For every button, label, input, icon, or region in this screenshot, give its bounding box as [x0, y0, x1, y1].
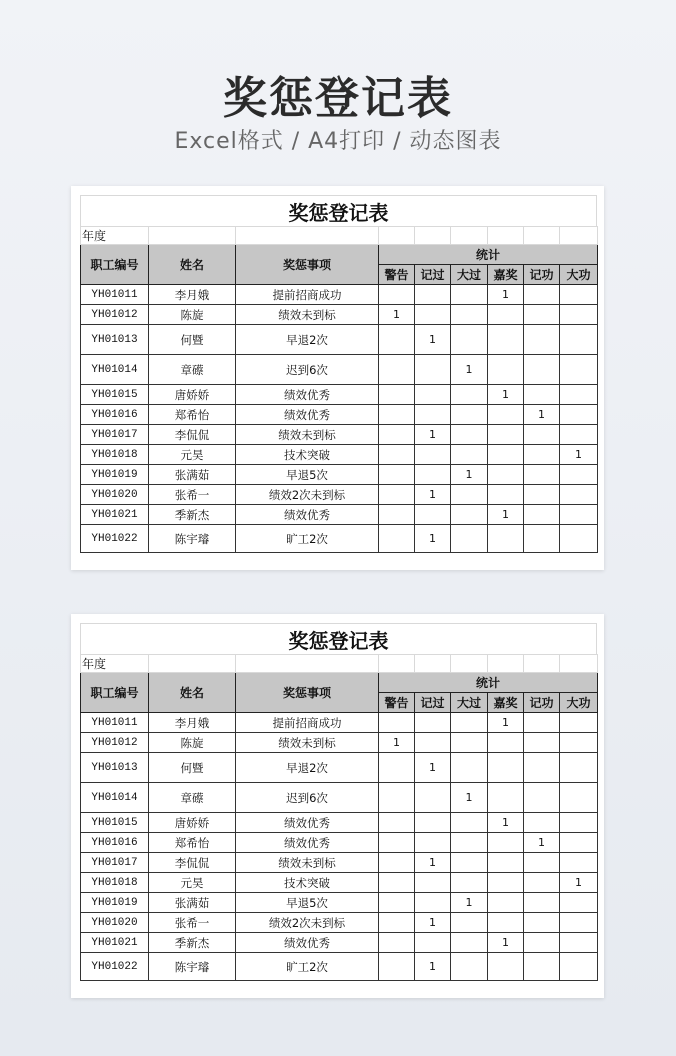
matter-cell: 早退2次 — [236, 325, 379, 355]
count-cell — [379, 873, 415, 893]
count-cell — [451, 405, 488, 425]
count-cell — [560, 525, 598, 553]
count-cell — [524, 425, 560, 445]
count-cell: 1 — [451, 465, 488, 485]
count-cell — [560, 833, 598, 853]
header-commendation: 嘉奖 — [488, 265, 524, 285]
matter-cell: 绩效未到标 — [236, 425, 379, 445]
header-major-demerit: 大过 — [451, 265, 488, 285]
table-row — [81, 893, 598, 913]
year-label: 年度 — [81, 655, 149, 673]
count-cell — [451, 753, 488, 783]
employee-name-cell: 张满茹 — [149, 465, 236, 485]
table-row — [81, 485, 598, 505]
count-cell — [524, 873, 560, 893]
matter-cell: 绩效优秀 — [236, 933, 379, 953]
count-cell — [524, 505, 560, 525]
matter-cell: 旷工2次 — [236, 953, 379, 981]
employee-name-cell: 唐娇娇 — [149, 385, 236, 405]
header-warning: 警告 — [379, 265, 415, 285]
count-cell — [379, 783, 415, 813]
matter-cell: 绩效未到标 — [236, 305, 379, 325]
header-name: 姓名 — [149, 245, 236, 285]
employee-id-cell: YH01014 — [81, 783, 149, 813]
count-cell — [488, 325, 524, 355]
matter-cell: 绩效优秀 — [236, 505, 379, 525]
header-matter: 奖惩事项 — [236, 245, 379, 285]
count-cell: 1 — [488, 933, 524, 953]
count-cell — [560, 893, 598, 913]
count-cell — [415, 445, 451, 465]
count-cell — [488, 405, 524, 425]
count-cell — [415, 783, 451, 813]
employee-id-cell: YH01017 — [81, 425, 149, 445]
count-cell — [524, 893, 560, 913]
count-cell: 1 — [415, 425, 451, 445]
count-cell — [415, 355, 451, 385]
count-cell — [379, 355, 415, 385]
employee-name-cell: 何暨 — [149, 325, 236, 355]
count-cell: 1 — [379, 305, 415, 325]
count-cell — [379, 465, 415, 485]
count-cell — [451, 813, 488, 833]
count-cell: 1 — [451, 893, 488, 913]
employee-name-cell: 张希一 — [149, 913, 236, 933]
count-cell: 1 — [488, 505, 524, 525]
count-cell: 1 — [560, 445, 598, 465]
count-cell — [415, 713, 451, 733]
count-cell — [451, 833, 488, 853]
count-cell — [415, 733, 451, 753]
matter-cell: 绩效2次未到标 — [236, 485, 379, 505]
count-cell — [415, 833, 451, 853]
header-id: 职工编号 — [81, 245, 149, 285]
matter-cell: 迟到6次 — [236, 783, 379, 813]
matter-cell: 技术突破 — [236, 445, 379, 465]
matter-cell: 旷工2次 — [236, 525, 379, 553]
count-cell — [560, 325, 598, 355]
hero-subtitle: Excel格式 / A4打印 / 动态图表 — [174, 129, 502, 154]
count-cell — [415, 893, 451, 913]
header-major-merit: 大功 — [560, 265, 598, 285]
count-cell — [524, 285, 560, 305]
count-cell — [560, 813, 598, 833]
header-id: 职工编号 — [81, 673, 149, 713]
header-stats: 统计 — [379, 245, 598, 265]
header-commendation: 嘉奖 — [488, 693, 524, 713]
employee-name-cell: 元昊 — [149, 873, 236, 893]
matter-cell: 绩效未到标 — [236, 853, 379, 873]
count-cell — [488, 733, 524, 753]
count-cell — [451, 505, 488, 525]
employee-id-cell: YH01016 — [81, 405, 149, 425]
count-cell — [524, 783, 560, 813]
table-row — [81, 783, 598, 813]
employee-name-cell: 张希一 — [149, 485, 236, 505]
count-cell — [379, 933, 415, 953]
matter-cell: 早退5次 — [236, 465, 379, 485]
count-cell — [524, 525, 560, 553]
count-cell: 1 — [488, 285, 524, 305]
count-cell — [451, 733, 488, 753]
employee-id-cell: YH01016 — [81, 833, 149, 853]
matter-cell: 绩效优秀 — [236, 833, 379, 853]
count-cell — [560, 355, 598, 385]
count-cell — [488, 833, 524, 853]
header-matter: 奖惩事项 — [236, 673, 379, 713]
count-cell — [379, 525, 415, 553]
count-cell — [379, 713, 415, 733]
count-cell — [379, 853, 415, 873]
table-row — [81, 305, 598, 325]
employee-name-cell: 陈旋 — [149, 733, 236, 753]
count-cell — [524, 813, 560, 833]
count-cell — [560, 385, 598, 405]
header-warning: 警告 — [379, 693, 415, 713]
count-cell — [524, 733, 560, 753]
count-cell — [415, 465, 451, 485]
count-cell — [451, 933, 488, 953]
count-cell — [524, 385, 560, 405]
count-cell — [488, 853, 524, 873]
sheet-title: 奖惩登记表 — [80, 195, 597, 226]
employee-id-cell: YH01015 — [81, 813, 149, 833]
count-cell — [524, 933, 560, 953]
table-row — [81, 713, 598, 733]
employee-name-cell: 唐娇娇 — [149, 813, 236, 833]
employee-name-cell: 张满茹 — [149, 893, 236, 913]
employee-id-cell: YH01021 — [81, 933, 149, 953]
table-row — [81, 753, 598, 783]
employee-name-cell: 何暨 — [149, 753, 236, 783]
count-cell — [451, 713, 488, 733]
count-cell: 1 — [415, 485, 451, 505]
count-cell: 1 — [415, 525, 451, 553]
table-row — [81, 953, 598, 981]
count-cell — [488, 525, 524, 553]
table-row — [81, 405, 598, 425]
count-cell — [451, 873, 488, 893]
table-row — [81, 325, 598, 355]
count-cell — [379, 833, 415, 853]
count-cell — [524, 465, 560, 485]
count-cell — [488, 783, 524, 813]
header-name: 姓名 — [149, 673, 236, 713]
count-cell — [451, 853, 488, 873]
matter-cell: 提前招商成功 — [236, 285, 379, 305]
count-cell — [488, 355, 524, 385]
employee-id-cell: YH01022 — [81, 953, 149, 981]
employee-id-cell: YH01022 — [81, 525, 149, 553]
year-row — [81, 655, 598, 673]
count-cell — [488, 465, 524, 485]
count-cell — [560, 733, 598, 753]
employee-id-cell: YH01017 — [81, 853, 149, 873]
count-cell — [488, 893, 524, 913]
table-row — [81, 425, 598, 445]
count-cell — [524, 355, 560, 385]
count-cell: 1 — [451, 355, 488, 385]
count-cell — [560, 753, 598, 783]
employee-id-cell: YH01013 — [81, 325, 149, 355]
employee-name-cell: 李侃侃 — [149, 425, 236, 445]
employee-id-cell: YH01011 — [81, 285, 149, 305]
count-cell — [560, 713, 598, 733]
count-cell — [560, 285, 598, 305]
employee-id-cell: YH01012 — [81, 733, 149, 753]
count-cell — [379, 425, 415, 445]
count-cell — [560, 465, 598, 485]
table-row — [81, 853, 598, 873]
count-cell — [488, 305, 524, 325]
count-cell — [379, 285, 415, 305]
header-major-demerit: 大过 — [451, 693, 488, 713]
count-cell: 1 — [524, 405, 560, 425]
count-cell — [560, 485, 598, 505]
employee-name-cell: 郑希怡 — [149, 833, 236, 853]
count-cell — [524, 753, 560, 783]
count-cell — [560, 853, 598, 873]
employee-id-cell: YH01020 — [81, 913, 149, 933]
count-cell — [379, 325, 415, 355]
count-cell — [488, 953, 524, 981]
count-cell — [524, 913, 560, 933]
header-stats: 统计 — [379, 673, 598, 693]
employee-name-cell: 季新杰 — [149, 933, 236, 953]
count-cell: 1 — [379, 733, 415, 753]
table-row — [81, 505, 598, 525]
count-cell — [379, 485, 415, 505]
count-cell: 1 — [415, 913, 451, 933]
employee-name-cell: 陈宇璿 — [149, 953, 236, 981]
count-cell — [451, 445, 488, 465]
employee-name-cell: 李月娥 — [149, 285, 236, 305]
employee-id-cell: YH01011 — [81, 713, 149, 733]
count-cell — [379, 505, 415, 525]
employee-id-cell: YH01018 — [81, 873, 149, 893]
table-row — [81, 525, 598, 553]
count-cell: 1 — [524, 833, 560, 853]
count-cell — [379, 385, 415, 405]
employee-name-cell: 李月娥 — [149, 713, 236, 733]
table-row — [81, 833, 598, 853]
count-cell — [451, 385, 488, 405]
count-cell — [560, 913, 598, 933]
count-cell — [451, 485, 488, 505]
count-cell — [560, 305, 598, 325]
count-cell — [415, 873, 451, 893]
count-cell — [379, 913, 415, 933]
count-cell — [488, 485, 524, 505]
employee-name-cell: 陈旋 — [149, 305, 236, 325]
count-cell — [488, 753, 524, 783]
employee-id-cell: YH01015 — [81, 385, 149, 405]
count-cell — [415, 933, 451, 953]
employee-name-cell: 章礤 — [149, 783, 236, 813]
matter-cell: 绩效优秀 — [236, 405, 379, 425]
table-row — [81, 813, 598, 833]
employee-id-cell: YH01019 — [81, 465, 149, 485]
count-cell — [451, 525, 488, 553]
count-cell — [524, 713, 560, 733]
count-cell — [560, 933, 598, 953]
count-cell: 1 — [488, 813, 524, 833]
count-cell — [415, 505, 451, 525]
count-cell: 1 — [415, 753, 451, 783]
count-cell — [451, 425, 488, 445]
count-cell — [415, 405, 451, 425]
matter-cell: 绩效2次未到标 — [236, 913, 379, 933]
header-major-merit: 大功 — [560, 693, 598, 713]
count-cell — [451, 913, 488, 933]
count-cell: 1 — [415, 953, 451, 981]
count-cell — [560, 405, 598, 425]
count-cell — [524, 445, 560, 465]
employee-name-cell: 季新杰 — [149, 505, 236, 525]
table-row — [81, 873, 598, 893]
count-cell: 1 — [451, 783, 488, 813]
table-row — [81, 913, 598, 933]
employee-name-cell: 郑希怡 — [149, 405, 236, 425]
count-cell — [560, 425, 598, 445]
count-cell — [524, 325, 560, 355]
count-cell — [488, 445, 524, 465]
employee-id-cell: YH01021 — [81, 505, 149, 525]
table-row — [81, 355, 598, 385]
hero-title: 奖惩登记表 — [223, 73, 453, 124]
sheet-preview-2 — [71, 614, 604, 998]
count-cell — [560, 953, 598, 981]
table-row — [81, 733, 598, 753]
matter-cell: 早退2次 — [236, 753, 379, 783]
matter-cell: 提前招商成功 — [236, 713, 379, 733]
employee-id-cell: YH01012 — [81, 305, 149, 325]
matter-cell: 迟到6次 — [236, 355, 379, 385]
count-cell — [415, 813, 451, 833]
count-cell: 1 — [488, 713, 524, 733]
count-cell — [451, 305, 488, 325]
count-cell: 1 — [560, 873, 598, 893]
year-label: 年度 — [81, 227, 149, 245]
employee-name-cell: 元昊 — [149, 445, 236, 465]
year-row — [81, 227, 598, 245]
count-cell — [560, 505, 598, 525]
count-cell — [524, 853, 560, 873]
employee-name-cell: 李侃侃 — [149, 853, 236, 873]
count-cell — [379, 405, 415, 425]
count-cell — [451, 285, 488, 305]
table-row — [81, 445, 598, 465]
count-cell — [524, 305, 560, 325]
header-merit: 记功 — [524, 265, 560, 285]
employee-id-cell: YH01018 — [81, 445, 149, 465]
employee-name-cell: 陈宇璿 — [149, 525, 236, 553]
table-row — [81, 385, 598, 405]
table-row — [81, 285, 598, 305]
header-demerit: 记过 — [415, 265, 451, 285]
count-cell — [379, 893, 415, 913]
count-cell — [415, 305, 451, 325]
matter-cell: 绩效优秀 — [236, 813, 379, 833]
count-cell — [379, 953, 415, 981]
count-cell — [560, 783, 598, 813]
count-cell — [488, 873, 524, 893]
count-cell: 1 — [488, 385, 524, 405]
count-cell — [451, 325, 488, 355]
count-cell — [451, 953, 488, 981]
header-demerit: 记过 — [415, 693, 451, 713]
table-row — [81, 933, 598, 953]
employee-id-cell: YH01014 — [81, 355, 149, 385]
table-row — [81, 465, 598, 485]
matter-cell: 绩效未到标 — [236, 733, 379, 753]
count-cell — [524, 485, 560, 505]
employee-name-cell: 章礤 — [149, 355, 236, 385]
employee-id-cell: YH01013 — [81, 753, 149, 783]
count-cell: 1 — [415, 853, 451, 873]
count-cell — [415, 285, 451, 305]
count-cell — [488, 425, 524, 445]
header-row — [81, 673, 598, 693]
sheet-title: 奖惩登记表 — [80, 623, 597, 654]
count-cell — [379, 753, 415, 783]
matter-cell: 技术突破 — [236, 873, 379, 893]
count-cell — [379, 445, 415, 465]
sheet-preview-1 — [71, 186, 604, 570]
header-row — [81, 245, 598, 265]
matter-cell: 绩效优秀 — [236, 385, 379, 405]
count-cell — [415, 385, 451, 405]
employee-id-cell: YH01019 — [81, 893, 149, 913]
count-cell — [524, 953, 560, 981]
count-cell: 1 — [415, 325, 451, 355]
employee-id-cell: YH01020 — [81, 485, 149, 505]
count-cell — [379, 813, 415, 833]
record-table — [80, 226, 598, 553]
header-merit: 记功 — [524, 693, 560, 713]
count-cell — [488, 913, 524, 933]
record-table — [80, 654, 598, 981]
matter-cell: 早退5次 — [236, 893, 379, 913]
